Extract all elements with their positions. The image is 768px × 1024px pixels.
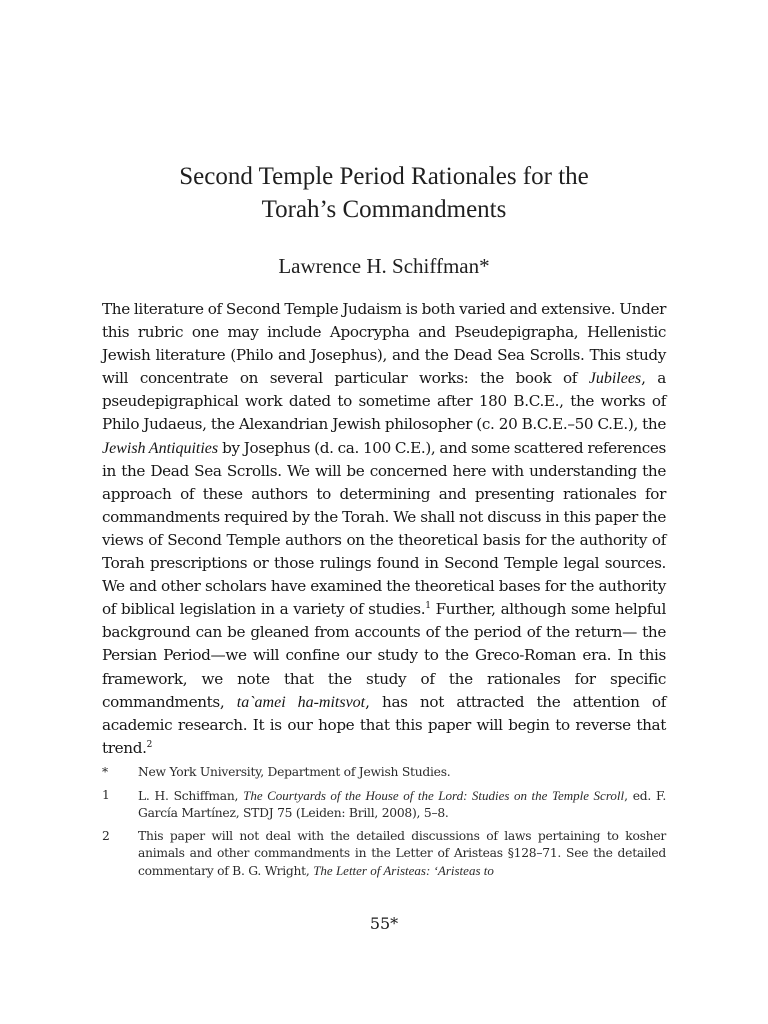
italic-jewish-antiquities: Jewish Antiquities: [102, 439, 219, 457]
body-paragraph: [102, 298, 666, 760]
footnote-text: New York University, Department of Jewish Studies.: [138, 765, 451, 779]
body-text-1: The literature of Second Temple Judaism is both varied and extensive. Under this rubric one may include Apocrypha and Pseudepigrapha, Hellenistic Jewish literature (Philo and Josephus), and the Dead Sea Scrolls. This study will concentrate on several particular works: the book of: [102, 300, 666, 388]
footnote-star: [102, 764, 666, 781]
body-text-4: Further, although some helpful background can be gleaned from accounts of the period of the return— the Persian Period—we will confine our study to the Greco-Roman era. In this framework, we note that the study of the rationales for specific commandments,: [102, 600, 666, 711]
italic-jubilees: Jubilees: [588, 370, 642, 388]
footnote-mark: *: [102, 765, 108, 779]
footnotes: [102, 764, 666, 886]
title-line-1: Second Temple Period Rationales for the: [179, 163, 589, 190]
footnote-1-text-b: , ed. F. García Martínez, STDJ 75 (Leiden: Brill, 2008), 5–8.: [138, 788, 666, 820]
footnote-1: [102, 787, 666, 822]
footnote-1-book-title: The Courtyards of the House of the Lord: Studies on the Temple Scroll: [243, 787, 625, 803]
footnote-text: [138, 787, 666, 822]
footnote-ref-2[interactable]: 2: [146, 739, 152, 750]
title-line-2: Torah’s Commandments: [261, 196, 507, 223]
footnote-1-text-a: L. H. Schiffman,: [138, 788, 244, 803]
body-text-3: by Josephus (d. ca. 100 C.E.), and some scattered references in the Dead Sea Scrolls. We will be concerned here with understanding the approach of these authors to determining and presenting rationales for commandments required by the Torah. We shall not discuss in this paper the views of Second Temple authors on the theoretical basis for the authority of Torah prescriptions or those rulings found in Second Temple legal sources. We and other scholars have examined the theoretical bases for the authority of biblical legislation in a variety of studies.: [102, 438, 666, 619]
footnote-2-text-a: This paper will not deal with the detailed discussions of laws pertaining to kosher animals and other commandments in the Letter of Aristeas §128–71. See the detailed commentary of B. G. Wright,: [138, 828, 666, 879]
footnote-text: [138, 828, 666, 881]
footnote-2: [102, 828, 666, 881]
footnote-mark: 1: [102, 787, 110, 802]
footnote-mark: 2: [102, 828, 110, 843]
italic-taamei-ha-mitsvot: ta`amei ha-mitsvot: [236, 693, 366, 711]
footnote-2-book-title: The Letter of Aristeas: ‘Aristeas to: [313, 863, 494, 879]
body-text-5: , has not attracted the attention of academic research. It is our hope that this paper will begin to reverse that trend.: [102, 692, 666, 757]
body-text-2: , a pseudepigraphical work dated to sometime after 180 B.C.E., the works of Philo Judaeus, the Alexandrian Jewish philosopher (c. 20 B.C.E.–50 C.E.), the: [102, 369, 666, 434]
article-title: [100, 160, 668, 226]
author-name: Lawrence H. Schiffman*: [278, 254, 490, 278]
footnote-ref-1[interactable]: 1: [425, 601, 431, 612]
page-number: 55*: [369, 914, 399, 933]
